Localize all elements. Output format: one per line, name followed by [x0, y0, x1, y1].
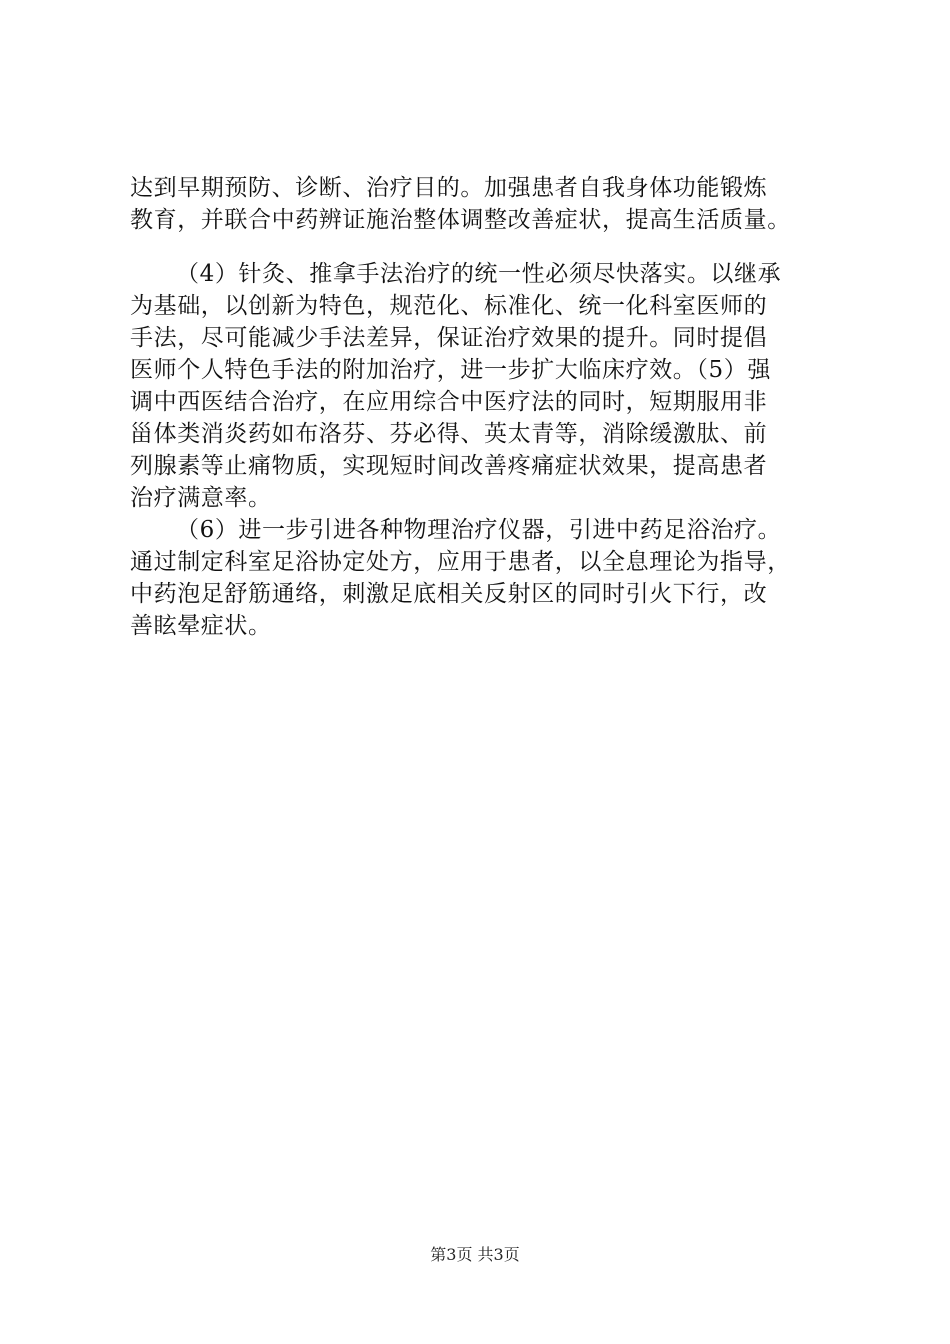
text-line: 医师个人特色手法的附加治疗，进一步扩大临床疗效。（5）强 [130, 357, 771, 383]
document-body [130, 172, 850, 642]
text-line: （4）针灸、推拿手法治疗的统一性必须尽快落实。以继承 [176, 261, 782, 287]
text-line: 甾体类消炎药如布洛芬、芬必得、英太青等，消除缓激肽、前 [130, 421, 768, 447]
text-line: 为基础，以创新为特色，规范化、标准化、统一化科室医师的 [130, 293, 768, 319]
text-line: （6）进一步引进各种物理治疗仪器，引进中药足浴治疗。 [176, 517, 782, 543]
text-line: 列腺素等止痛物质，实现短时间改善疼痛症状效果，提高患者 [130, 453, 768, 479]
paragraph-item-4-5 [130, 258, 850, 514]
paragraph-item-6 [130, 514, 850, 642]
text-line: 治疗满意率。 [130, 485, 272, 511]
text-line: 善眩晕症状。 [130, 613, 272, 639]
paragraph-continuation [130, 172, 850, 236]
text-line: 调中西医结合治疗，在应用综合中医疗法的同时，短期服用非 [130, 389, 768, 415]
paragraph-gap [130, 236, 850, 258]
text-line: 达到早期预防、诊断、治疗目的。加强患者自我身体功能锻炼 [130, 175, 768, 201]
text-line: 手法，尽可能减少手法差异，保证治疗效果的提升。同时提倡 [130, 325, 768, 351]
text-line: 教育，并联合中药辨证施治整体调整改善症状，提高生活质量。 [130, 207, 791, 233]
page-footer: 第3页 共3页 [430, 1245, 520, 1264]
text-line: 中药泡足舒筋通络，刺激足底相关反射区的同时引火下行，改 [130, 581, 768, 607]
text-line: 通过制定科室足浴协定处方，应用于患者，以全息理论为指导， [130, 549, 791, 575]
